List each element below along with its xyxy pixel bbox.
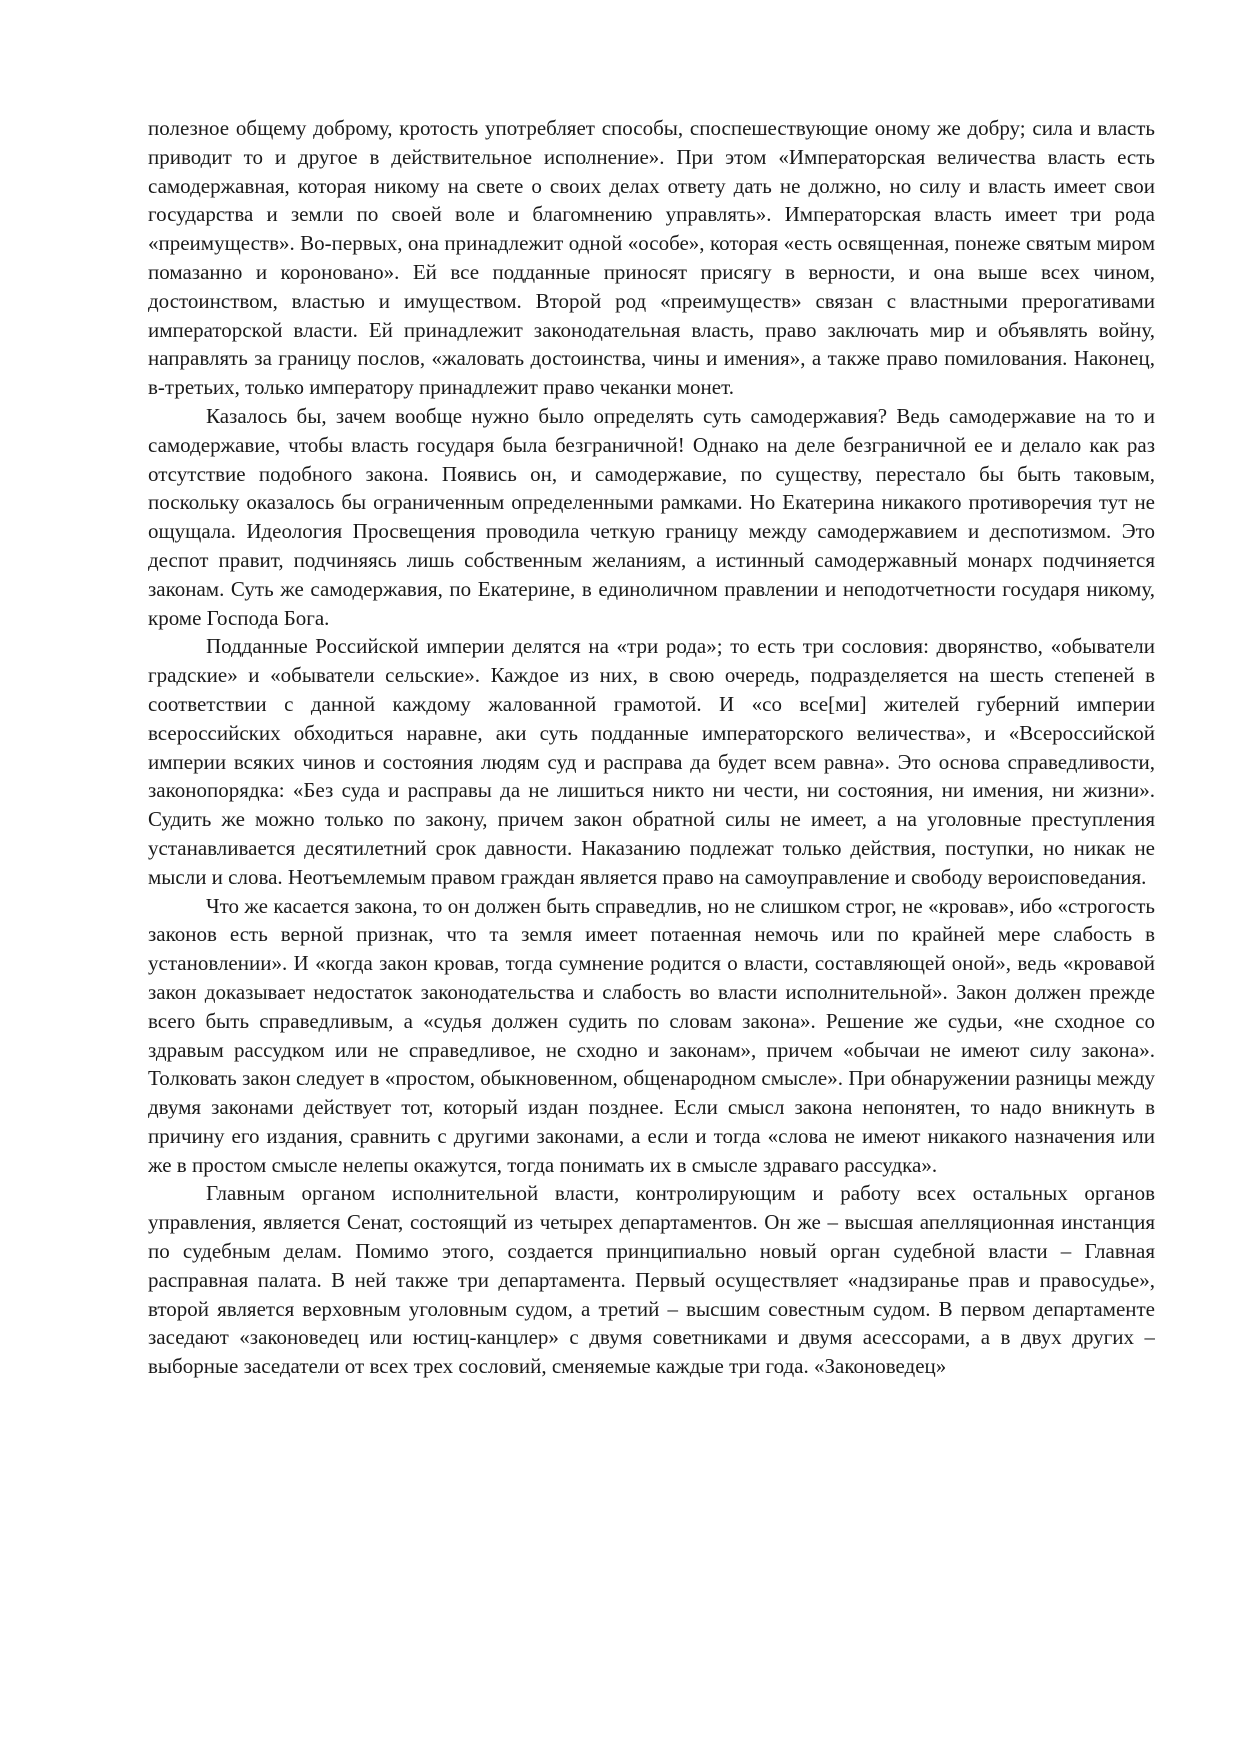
paragraph-1: полезное общему доброму, кротость употребляет способы, споспешествующие оному же добру; сила и власть приводит то и другое в действительное исполнение». При этом «Императорская величества власть есть самодержавная, которая никому на свете о своих делах ответу дать не должно, но силу и власть имеет свои государства и земли по своей воле и благомнению управлять». Императорская власть имеет три рода «преимуществ». Во-первых, она принадлежит одной «особе», которая «есть освященная, понеже святым миром помазанно и короновано». Ей все подданные приносят присягу в верности, и она выше всех чином, достоинством, властью и имуществом. Второй род «преимуществ» связан с властными прерогативами императорской власти. Ей принадлежит законодательная власть, право заключать мир и объявлять войну, направлять за границу послов, «жаловать достоинства, чины и имения», а также право помилования. Наконец, в-третьих, только императору принадлежит право чеканки монет. xyxy=(148,116,1155,400)
paragraph-4: Что же касается закона, то он должен быть справедлив, но не слишком строг, не «кровав», ибо «строгость законов есть верной признак, что та земля имеет потаенная немочь или по крайней мере слабость в установлении». И «когда закон кровав, тогда сумнение родится о власти, составляющей оной», ведь «кровавой закон доказывает недостаток законодательства и слабость во власти исполнительной». Закон должен прежде всего быть справедливым, а «судья должен судить по словам закона». Решение же судьи, «не сходное со здравым рассудком или не справедливое, не сходно и законам», причем «обычаи не имеют силу закона». Толковать закон следует в «простом, обыкновенном, общенародном смысле». При обнаружении разницы между двумя законами действует тот, который издан позднее. Если смысл закона непонятен, то надо вникнуть в причину его издания, сравнить с другими законами, а если и тогда «слова не имеют никакого назначения или же в простом смысле нелепы окажутся, тогда понимать их в смысле здраваго рассудка». xyxy=(148,893,1155,1177)
paragraph-2: Казалось бы, зачем вообще нужно было определять суть самодержавия? Ведь самодержавие на то и самодержавие, чтобы власть государя была безграничной! Однако на деле безграничной ее и делало как раз отсутствие подобного закона. Появись он, и самодержавие, по существу, перестало бы быть таковым, поскольку оказалось бы ограниченным определенными рамками. Но Екатерина никакого противоречия тут не ощущала. Идеология Просвещения проводила четкую границу между самодержавием и деспотизмом. Это деспот правит, подчиняясь лишь собственным желаниям, а истинный самодержавный монарх подчиняется законам. Суть же самодержавия, по Екатерине, в единоличном правлении и неподотчетности государя никому, кроме Господа Бога. xyxy=(148,403,1155,630)
paragraph-3: Подданные Российской империи делятся на «три рода»; то есть три сословия: дворянство, «обыватели градские» и «обыватели сельские». Каждое из них, в свою очередь, подразделяется на шесть степеней в соответствии с данной каждому жалованной грамотой. И «со все[ми] жителей губерний империи всероссийских обходиться наравне, аки суть подданные императорского величества», и «Всероссийской империи всяких чинов и состояния людям суд и расправа да будет всем равна». Это основа справедливости, законопорядка: «Без суда и расправы да не лишиться никто ни чести, ни состояния, ни имения, ни жизни». Судить же можно только по закону, причем закон обратной силы не имеет, а на уголовные преступления устанавливается десятилетний срок давности. Наказанию подлежат только действия, поступки, но никак не мысли и слова. Неотъемлемым правом граждан является право на самоуправление и свободу вероисповедания. xyxy=(148,634,1155,889)
document-page xyxy=(148,114,1155,1714)
paragraph-5: Главным органом исполнительной власти, контролирующим и работу всех остальных органов управления, является Сенат, состоящий из четырех департаментов. Он же – высшая апелляционная инстанция по судебным делам. Помимо этого, создается принципиально новый орган судебной власти – Главная расправная палата. В ней также три департамента. Первый осуществляет «надзиранье прав и правосудье», второй является верховным уголовным судом, а третий – высшим совестным судом. В первом департаменте заседают «законоведец или юстиц-канцлер» с двумя советниками и двумя асессорами, а в двух других – выборные заседатели от всех трех сословий, сменяемые каждые три года. «Законоведец» xyxy=(148,1181,1155,1379)
